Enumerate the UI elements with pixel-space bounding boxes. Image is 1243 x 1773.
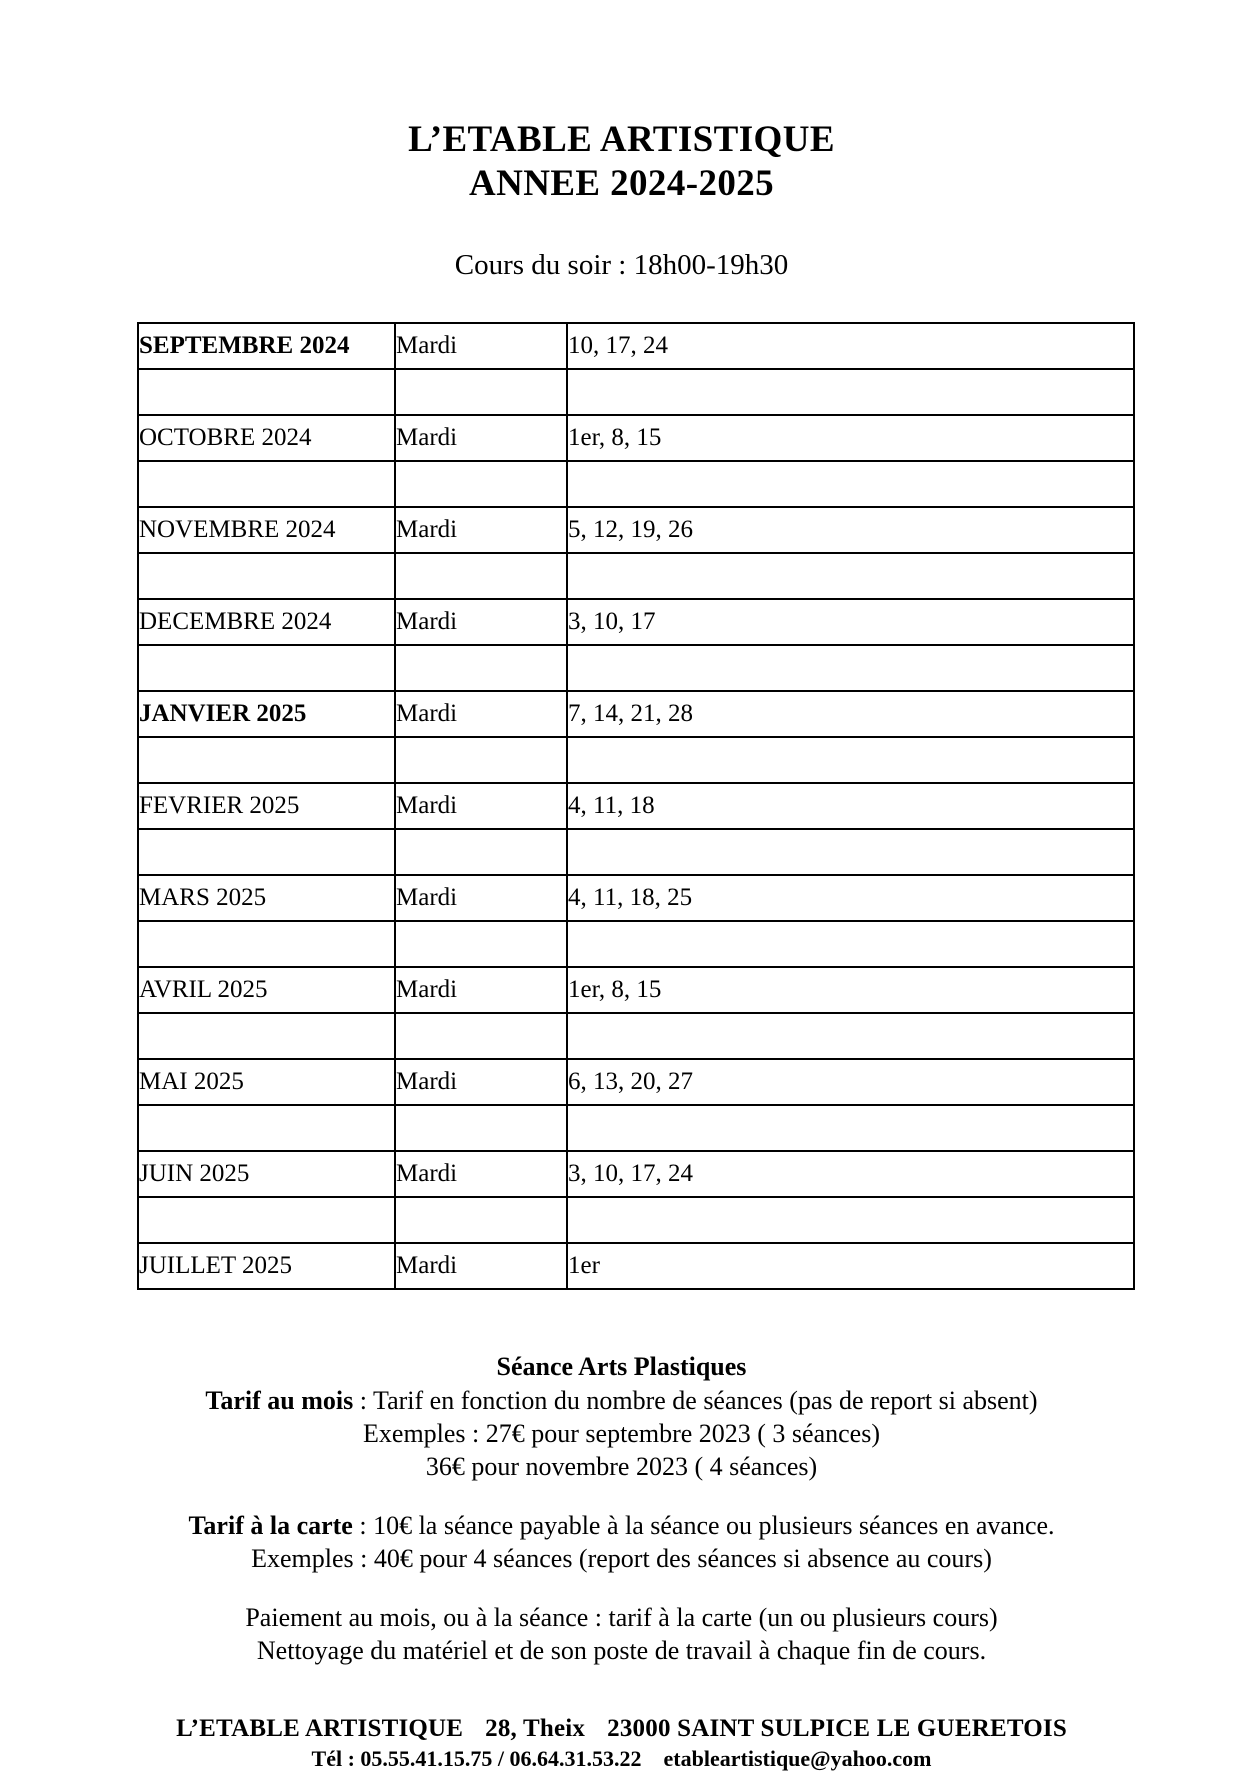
dates-cell: 3, 10, 17 <box>567 599 1134 645</box>
table-spacer-row <box>138 461 1134 507</box>
alacarte-rate-line <box>100 1509 1143 1542</box>
course-time-subtitle: Cours du soir : 18h00-19h30 <box>454 249 789 281</box>
monthly-example-2: 36€ pour novembre 2023 ( 4 séances) <box>425 1452 818 1481</box>
spacer-cell <box>138 737 395 783</box>
pricing-section <box>0 1350 1243 1667</box>
table-spacer-row <box>138 737 1134 783</box>
footer-phone: Tél : 05.55.41.15.75 / 06.64.31.53.22 <box>311 1746 642 1771</box>
weekday-cell: Mardi <box>395 507 567 553</box>
spacer-cell <box>395 1197 567 1243</box>
spacer-cell <box>395 461 567 507</box>
schedule-table <box>137 322 1135 1290</box>
weekday-cell: Mardi <box>395 783 567 829</box>
weekday-cell: Mardi <box>395 875 567 921</box>
footer-city: 23000 SAINT SULPICE LE GUERETOIS <box>607 1715 1067 1742</box>
weekday-cell: Mardi <box>395 967 567 1013</box>
pricing-spacer-2 <box>100 1575 1143 1601</box>
table-row <box>138 507 1134 553</box>
month-cell: DECEMBRE 2024 <box>138 599 395 645</box>
month-cell: SEPTEMBRE 2024 <box>138 323 395 369</box>
table-spacer-row <box>138 369 1134 415</box>
month-cell: MAI 2025 <box>138 1059 395 1105</box>
dates-cell: 10, 17, 24 <box>567 323 1134 369</box>
weekday-cell: Mardi <box>395 1059 567 1105</box>
table-row <box>138 691 1134 737</box>
monthly-rate-label: Tarif au mois <box>205 1386 354 1415</box>
table-row <box>138 1243 1134 1289</box>
spacer-cell <box>138 645 395 691</box>
month-cell: AVRIL 2025 <box>138 967 395 1013</box>
spacer-cell <box>567 1013 1134 1059</box>
table-row <box>138 1151 1134 1197</box>
table-row <box>138 875 1134 921</box>
spacer-cell <box>138 1197 395 1243</box>
table-spacer-row <box>138 829 1134 875</box>
spacer-cell <box>567 829 1134 875</box>
spacer-cell <box>138 921 395 967</box>
table-row <box>138 599 1134 645</box>
alacarte-rate-text: : 10€ la séance payable à la séance ou plusieurs séances en avance. <box>352 1511 1055 1540</box>
table-spacer-row <box>138 645 1134 691</box>
weekday-cell: Mardi <box>395 599 567 645</box>
table-row <box>138 1059 1134 1105</box>
table-row <box>138 783 1134 829</box>
table-spacer-row <box>138 553 1134 599</box>
footer-contact <box>0 1713 1243 1773</box>
dates-cell: 6, 13, 20, 27 <box>567 1059 1134 1105</box>
payment-note: Paiement au mois, ou à la séance : tarif à la carte (un ou plusieurs cours) <box>245 1603 998 1632</box>
month-cell: MARS 2025 <box>138 875 395 921</box>
dates-cell: 1er, 8, 15 <box>567 967 1134 1013</box>
month-cell: OCTOBRE 2024 <box>138 415 395 461</box>
spacer-cell <box>567 921 1134 967</box>
spacer-cell <box>395 645 567 691</box>
dates-cell: 5, 12, 19, 26 <box>567 507 1134 553</box>
month-cell: FEVRIER 2025 <box>138 783 395 829</box>
spacer-cell <box>567 369 1134 415</box>
footer-street: 28, Theix <box>485 1715 586 1742</box>
weekday-cell: Mardi <box>395 415 567 461</box>
spacer-cell <box>395 553 567 599</box>
spacer-cell <box>395 829 567 875</box>
schedule-table-body <box>138 323 1134 1289</box>
table-row <box>138 415 1134 461</box>
spacer-cell <box>138 369 395 415</box>
month-cell: JUIN 2025 <box>138 1151 395 1197</box>
spacer-cell <box>138 461 395 507</box>
footer-contact-line <box>80 1744 1163 1773</box>
table-row <box>138 323 1134 369</box>
spacer-cell <box>138 829 395 875</box>
spacer-cell <box>138 1105 395 1151</box>
month-cell: JANVIER 2025 <box>138 691 395 737</box>
pricing-heading: Séance Arts Plastiques <box>496 1352 747 1381</box>
spacer-cell <box>395 1105 567 1151</box>
table-spacer-row <box>138 1197 1134 1243</box>
spacer-cell <box>395 921 567 967</box>
spacer-cell <box>138 553 395 599</box>
table-spacer-row <box>138 1105 1134 1151</box>
dates-cell: 1er, 8, 15 <box>567 415 1134 461</box>
footer-address-line <box>80 1713 1163 1744</box>
spacer-cell <box>567 645 1134 691</box>
dates-cell: 1er <box>567 1243 1134 1289</box>
spacer-cell <box>567 1105 1134 1151</box>
monthly-rate-line <box>100 1384 1143 1417</box>
spacer-cell <box>567 737 1134 783</box>
alacarte-example: Exemples : 40€ pour 4 séances (report des séances si absence au cours) <box>251 1544 992 1573</box>
spacer-cell <box>395 737 567 783</box>
dates-cell: 4, 11, 18 <box>567 783 1134 829</box>
weekday-cell: Mardi <box>395 691 567 737</box>
dates-cell: 4, 11, 18, 25 <box>567 875 1134 921</box>
spacer-cell <box>567 461 1134 507</box>
dates-cell: 7, 14, 21, 28 <box>567 691 1134 737</box>
title-line-1: L’ETABLE ARTISTIQUE <box>408 119 835 160</box>
spacer-cell <box>567 1197 1134 1243</box>
weekday-cell: Mardi <box>395 323 567 369</box>
spacer-cell <box>395 1013 567 1059</box>
schedule-section <box>0 322 1243 1290</box>
monthly-rate-text: : Tarif en fonction du nombre de séances (pas de report si absent) <box>353 1386 1038 1415</box>
spacer-cell <box>567 553 1134 599</box>
alacarte-rate-label: Tarif à la carte <box>188 1511 353 1540</box>
month-cell: JUILLET 2025 <box>138 1243 395 1289</box>
table-spacer-row <box>138 1013 1134 1059</box>
table-spacer-row <box>138 921 1134 967</box>
pricing-spacer-1 <box>100 1483 1143 1509</box>
month-cell: NOVEMBRE 2024 <box>138 507 395 553</box>
footer-org-name: L’ETABLE ARTISTIQUE <box>176 1715 464 1742</box>
footer-email[interactable]: etableartistique@yahoo.com <box>663 1746 932 1771</box>
weekday-cell: Mardi <box>395 1151 567 1197</box>
title-line-2: ANNEE 2024-2025 <box>468 163 775 204</box>
cleaning-note: Nettoyage du matériel et de son poste de travail à chaque fin de cours. <box>256 1636 987 1665</box>
spacer-cell <box>395 369 567 415</box>
spacer-cell <box>138 1013 395 1059</box>
weekday-cell: Mardi <box>395 1243 567 1289</box>
monthly-example-1: Exemples : 27€ pour septembre 2023 ( 3 séances) <box>363 1419 880 1448</box>
dates-cell: 3, 10, 17, 24 <box>567 1151 1134 1197</box>
page-title <box>0 0 1243 206</box>
table-row <box>138 967 1134 1013</box>
